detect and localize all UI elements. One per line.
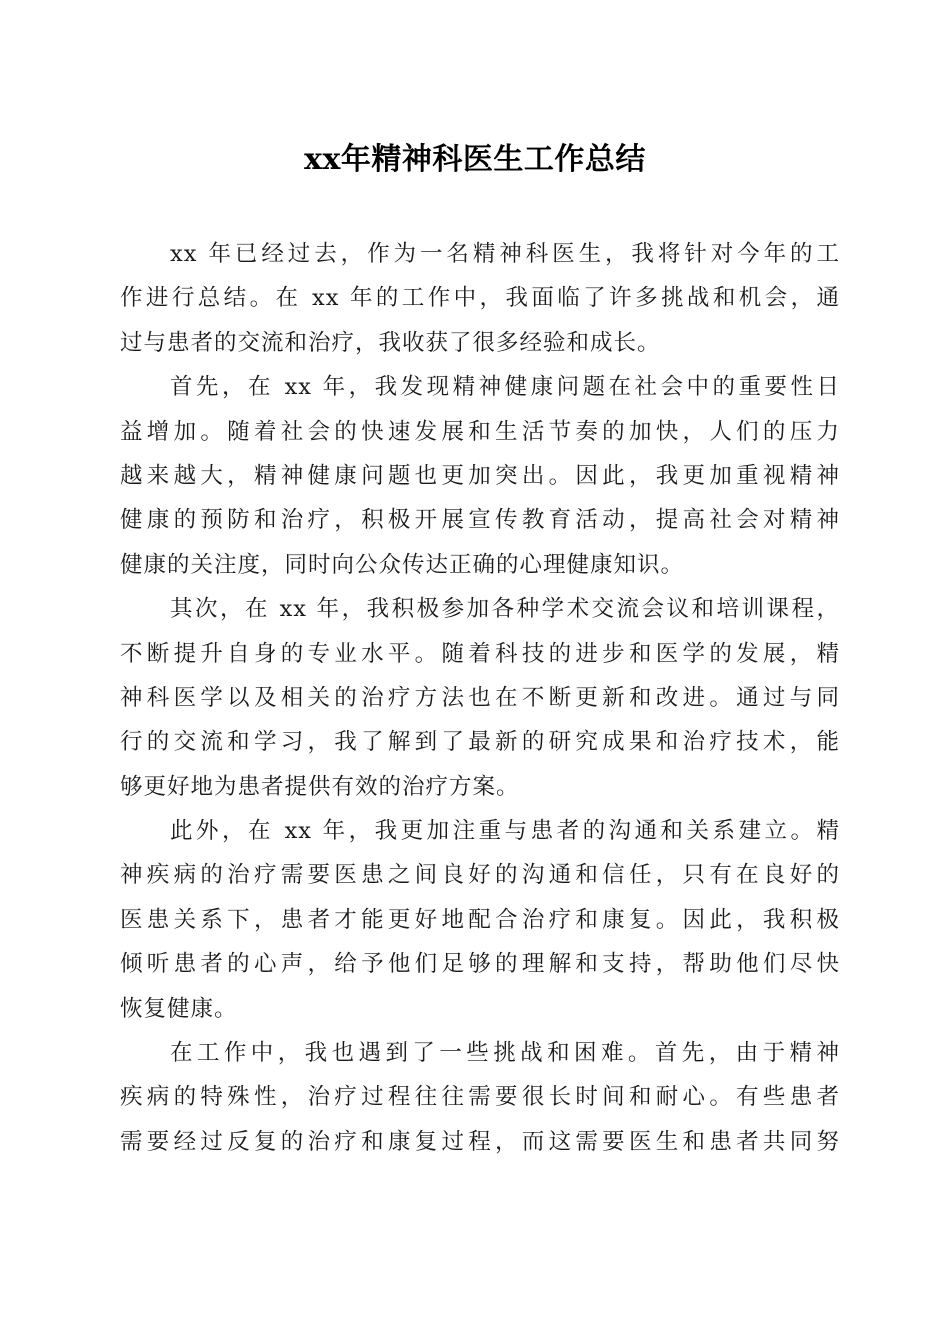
paragraph-line: 够更好地为患者提供有效的治疗方案。 [120,773,520,800]
paragraph-line: 首先，在 xx 年，我发现精神健康问题在社会中的重要性日 [170,374,840,401]
paragraph-3 [120,587,840,809]
paragraph-line: 疾病的特殊性，治疗过程往往需要很长时间和耐心。有些患者 [120,1084,840,1111]
paragraph-5 [120,1031,840,1164]
paragraph-line: 不断提升自身的专业水平。随着科技的进步和医学的发展，精 [120,640,840,667]
paragraph-line: 健康的预防和治疗，积极开展宣传教育活动，提高社会对精神 [120,507,840,534]
paragraph-line: xx 年已经过去，作为一名精神科医生，我将针对今年的工 [170,241,840,267]
paragraph-line: 倾听患者的心声，给予他们足够的理解和支持，帮助他们尽快 [120,951,840,978]
paragraph-4 [120,809,840,1031]
paragraph-line: 此外，在 xx 年，我更加注重与患者的沟通和关系建立。精 [170,818,840,845]
paragraph-line: 益增加。随着社会的快速发展和生活节奏的加快，人们的压力 [120,418,840,445]
paragraph-1 [120,232,840,365]
paragraph-line: 需要经过反复的治疗和康复过程，而这需要医生和患者共同努 [120,1128,840,1155]
paragraph-line: 其次，在 xx 年，我积极参加各种学术交流会议和培训课程， [170,596,840,623]
paragraph-line: 越来越大，精神健康问题也更加突出。因此，我更加重视精神 [120,462,840,489]
paragraph-line: 恢复健康。 [120,995,238,1022]
paragraph-line: 医患关系下，患者才能更好地配合治疗和康复。因此，我积极 [120,906,840,933]
paragraph-2 [120,365,840,587]
paragraph-line: 过与患者的交流和治疗，我收获了很多经验和成长。 [120,329,661,356]
paragraph-line: 在工作中，我也遇到了一些挑战和困难。首先，由于精神 [170,1040,840,1067]
paragraph-line: 作进行总结。在 xx 年的工作中，我面临了许多挑战和机会，通 [120,285,840,312]
paragraph-line: 神疾病的治疗需要医患之间良好的沟通和信任，只有在良好的 [120,862,840,889]
paragraph-line: 健康的关注度，同时向公众传达正确的心理健康知识。 [120,551,685,578]
paragraph-line: 行的交流和学习，我了解到了最新的研究成果和治疗技术，能 [120,729,840,756]
paragraph-line: 神科医学以及相关的治疗方法也在不断更新和改进。通过与同 [120,684,840,711]
document-body [120,232,840,1164]
document-title: xx年精神科医生工作总结 [304,142,646,177]
